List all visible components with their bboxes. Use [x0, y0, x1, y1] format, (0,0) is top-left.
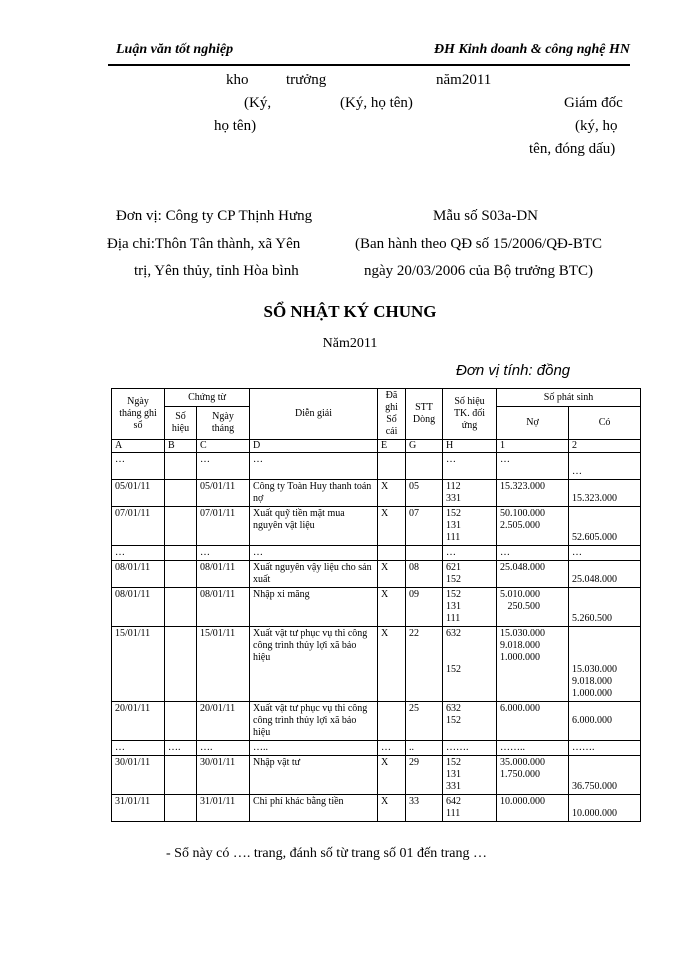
- debit-amount: 25.048.000: [497, 561, 569, 588]
- description: Xuất nguyên vậy liệu cho sản xuất: [250, 561, 378, 588]
- table-row: [112, 546, 641, 561]
- voucher-no: ….: [165, 741, 197, 756]
- sig-kyho: (ký, họ: [575, 118, 618, 134]
- credit-amount: 15.030.000 9.018.000 1.000.000: [569, 627, 641, 702]
- company-address-1: Địa chỉ:Thôn Tân thành, xã Yên: [107, 236, 301, 252]
- posted-mark: X: [378, 627, 406, 702]
- account: …….: [443, 741, 497, 756]
- account: …: [443, 453, 497, 480]
- sig-dongdau: tên, đóng dấu): [529, 141, 616, 157]
- description: Nhập vật tư: [250, 756, 378, 795]
- voucher-date: 08/01/11: [197, 561, 250, 588]
- voucher-no: [165, 546, 197, 561]
- description: Xuất vật tư phục vụ thi công công trình thủy lợi xã bảo hiệu: [250, 702, 378, 741]
- table-row: [112, 561, 641, 588]
- table-row: [112, 795, 641, 822]
- voucher-no: [165, 702, 197, 741]
- form-number: Mẫu số S03a-DN: [433, 208, 538, 224]
- line-no: [406, 546, 443, 561]
- account: 152 131 111: [443, 588, 497, 627]
- document-title: SỔ NHẬT KÝ CHUNG: [263, 302, 437, 321]
- footer-note: - Sổ này có …. trang, đánh số từ trang số 01 đến trang …: [166, 846, 487, 861]
- line-no: 07: [406, 507, 443, 546]
- voucher-date: …: [197, 546, 250, 561]
- voucher-date: 31/01/11: [197, 795, 250, 822]
- company-address-2: trị, Yên thủy, tỉnh Hòa bình: [134, 263, 299, 279]
- voucher-date: 07/01/11: [197, 507, 250, 546]
- voucher-no: [165, 795, 197, 822]
- credit-amount: 52.605.000: [569, 507, 641, 546]
- col-label: B: [165, 440, 197, 453]
- posted-mark: [378, 546, 406, 561]
- line-no: 33: [406, 795, 443, 822]
- posted-mark: X: [378, 507, 406, 546]
- col-label: H: [443, 440, 497, 453]
- page-header: [108, 38, 630, 66]
- posted-mark: X: [378, 588, 406, 627]
- entry-date: 08/01/11: [112, 588, 165, 627]
- voucher-no: [165, 627, 197, 702]
- account: 632 152: [443, 627, 497, 702]
- posted-mark: X: [378, 561, 406, 588]
- header-account: Số hiệu TK. đối ứng: [443, 389, 497, 440]
- entry-date: 05/01/11: [112, 480, 165, 507]
- voucher-date: 05/01/11: [197, 480, 250, 507]
- col-label: 1: [497, 440, 569, 453]
- decree-line-2: ngày 20/03/2006 của Bộ trưởng BTC): [364, 263, 593, 279]
- table-row: [112, 756, 641, 795]
- entry-date: …: [112, 741, 165, 756]
- decree-line-1: (Ban hành theo QĐ số 15/2006/QĐ-BTC: [355, 236, 603, 252]
- voucher-date: 30/01/11: [197, 756, 250, 795]
- line-no: 29: [406, 756, 443, 795]
- col-label: C: [197, 440, 250, 453]
- posted-mark: X: [378, 756, 406, 795]
- header-voucher: Chứng từ: [165, 389, 250, 407]
- credit-amount: 10.000.000: [569, 795, 641, 822]
- header-posted: Đã ghi Sổ cái: [378, 389, 406, 440]
- voucher-no: [165, 561, 197, 588]
- credit-amount: 25.048.000: [569, 561, 641, 588]
- line-no: 25: [406, 702, 443, 741]
- table-row: [112, 588, 641, 627]
- line-no: 09: [406, 588, 443, 627]
- credit-amount: …: [569, 453, 641, 480]
- header-voucher-no: Số hiệu: [165, 407, 197, 440]
- debit-amount: 35.000.000 1.750.000: [497, 756, 569, 795]
- voucher-date: 15/01/11: [197, 627, 250, 702]
- account: 621 152: [443, 561, 497, 588]
- account: 112 331: [443, 480, 497, 507]
- journal-table: [111, 388, 641, 822]
- table-row: [112, 741, 641, 756]
- description: Công ty Toàn Huy thanh toán nợ: [250, 480, 378, 507]
- entry-date: …: [112, 546, 165, 561]
- line-no: 08: [406, 561, 443, 588]
- col-label: A: [112, 440, 165, 453]
- account: 632 152: [443, 702, 497, 741]
- credit-amount: …: [569, 546, 641, 561]
- posted-mark: [378, 453, 406, 480]
- line-no: [406, 453, 443, 480]
- posted-mark: …: [378, 741, 406, 756]
- posted-mark: X: [378, 480, 406, 507]
- header-line-no: STT Dòng: [406, 389, 443, 440]
- header-voucher-date: Ngày tháng: [197, 407, 250, 440]
- table-row: [112, 453, 641, 480]
- voucher-no: [165, 588, 197, 627]
- entry-date: 08/01/11: [112, 561, 165, 588]
- table-row: [112, 507, 641, 546]
- line-no: 22: [406, 627, 443, 702]
- header-description: Diễn giải: [250, 389, 378, 440]
- description: Xuất vật tư phục vụ thi công công trình thủy lợi xã bảo hiệu: [250, 627, 378, 702]
- account: 152 131 111: [443, 507, 497, 546]
- header-debit: Nợ: [497, 407, 569, 440]
- sig-truong: trưởng: [286, 72, 327, 88]
- col-label: D: [250, 440, 378, 453]
- description: …: [250, 546, 378, 561]
- debit-amount: …: [497, 546, 569, 561]
- description: …: [250, 453, 378, 480]
- company-unit: Đơn vị: Công ty CP Thịnh Hưng: [116, 208, 313, 224]
- column-label-row: [112, 440, 641, 453]
- header-credit: Có: [569, 407, 641, 440]
- account: …: [443, 546, 497, 561]
- header-date-recorded: Ngày tháng ghi sổ: [112, 389, 165, 440]
- sig-kho: kho: [226, 72, 249, 88]
- posted-mark: [378, 702, 406, 741]
- header-right: ĐH Kinh doanh & công nghệ HN: [433, 42, 630, 57]
- credit-amount: 5.260.500: [569, 588, 641, 627]
- description: Nhập xi măng: [250, 588, 378, 627]
- entry-date: 15/01/11: [112, 627, 165, 702]
- debit-amount: 6.000.000: [497, 702, 569, 741]
- entry-date: 20/01/11: [112, 702, 165, 741]
- credit-amount: 36.750.000: [569, 756, 641, 795]
- posted-mark: X: [378, 795, 406, 822]
- voucher-date: 08/01/11: [197, 588, 250, 627]
- description: Chi phí khác bằng tiền: [250, 795, 378, 822]
- credit-amount: …….: [569, 741, 641, 756]
- document-year: Năm2011: [322, 336, 378, 351]
- table-row: [112, 627, 641, 702]
- debit-amount: …: [497, 453, 569, 480]
- debit-amount: 50.100.000 2.505.000: [497, 507, 569, 546]
- header-left: Luận văn tốt nghiệp: [116, 42, 234, 57]
- voucher-no: [165, 453, 197, 480]
- voucher-no: [165, 480, 197, 507]
- currency-unit: Đơn vị tính: đồng: [456, 362, 571, 379]
- description: Xuất quỹ tiền mặt mua nguyên vật liệu: [250, 507, 378, 546]
- entry-date: 30/01/11: [112, 756, 165, 795]
- account: 152 131 331: [443, 756, 497, 795]
- voucher-date: 20/01/11: [197, 702, 250, 741]
- sig-year: năm2011: [436, 72, 492, 88]
- entry-date: 07/01/11: [112, 507, 165, 546]
- entry-date: 31/01/11: [112, 795, 165, 822]
- voucher-date: …: [197, 453, 250, 480]
- debit-amount: 10.000.000: [497, 795, 569, 822]
- debit-amount: 15.323.000: [497, 480, 569, 507]
- voucher-date: ….: [197, 741, 250, 756]
- sig-hoten: họ tên): [214, 118, 257, 134]
- sig-ky1: (Ký,: [244, 95, 272, 111]
- description: …..: [250, 741, 378, 756]
- voucher-no: [165, 756, 197, 795]
- voucher-no: [165, 507, 197, 546]
- col-label: 2: [569, 440, 641, 453]
- header-amount: Số phát sinh: [497, 389, 641, 407]
- sig-director: Giám đốc: [564, 95, 623, 111]
- account: 642 111: [443, 795, 497, 822]
- debit-amount: 5.010.000 250.500: [497, 588, 569, 627]
- line-no: 05: [406, 480, 443, 507]
- debit-amount: 15.030.000 9.018.000 1.000.000: [497, 627, 569, 702]
- entry-date: …: [112, 453, 165, 480]
- line-no: ..: [406, 741, 443, 756]
- table-row: [112, 702, 641, 741]
- credit-amount: 6.000.000: [569, 702, 641, 741]
- credit-amount: 15.323.000: [569, 480, 641, 507]
- table-row: [112, 480, 641, 507]
- col-label: E: [378, 440, 406, 453]
- sig-ky2: (Ký, họ tên): [340, 95, 413, 111]
- col-label: G: [406, 440, 443, 453]
- debit-amount: ……..: [497, 741, 569, 756]
